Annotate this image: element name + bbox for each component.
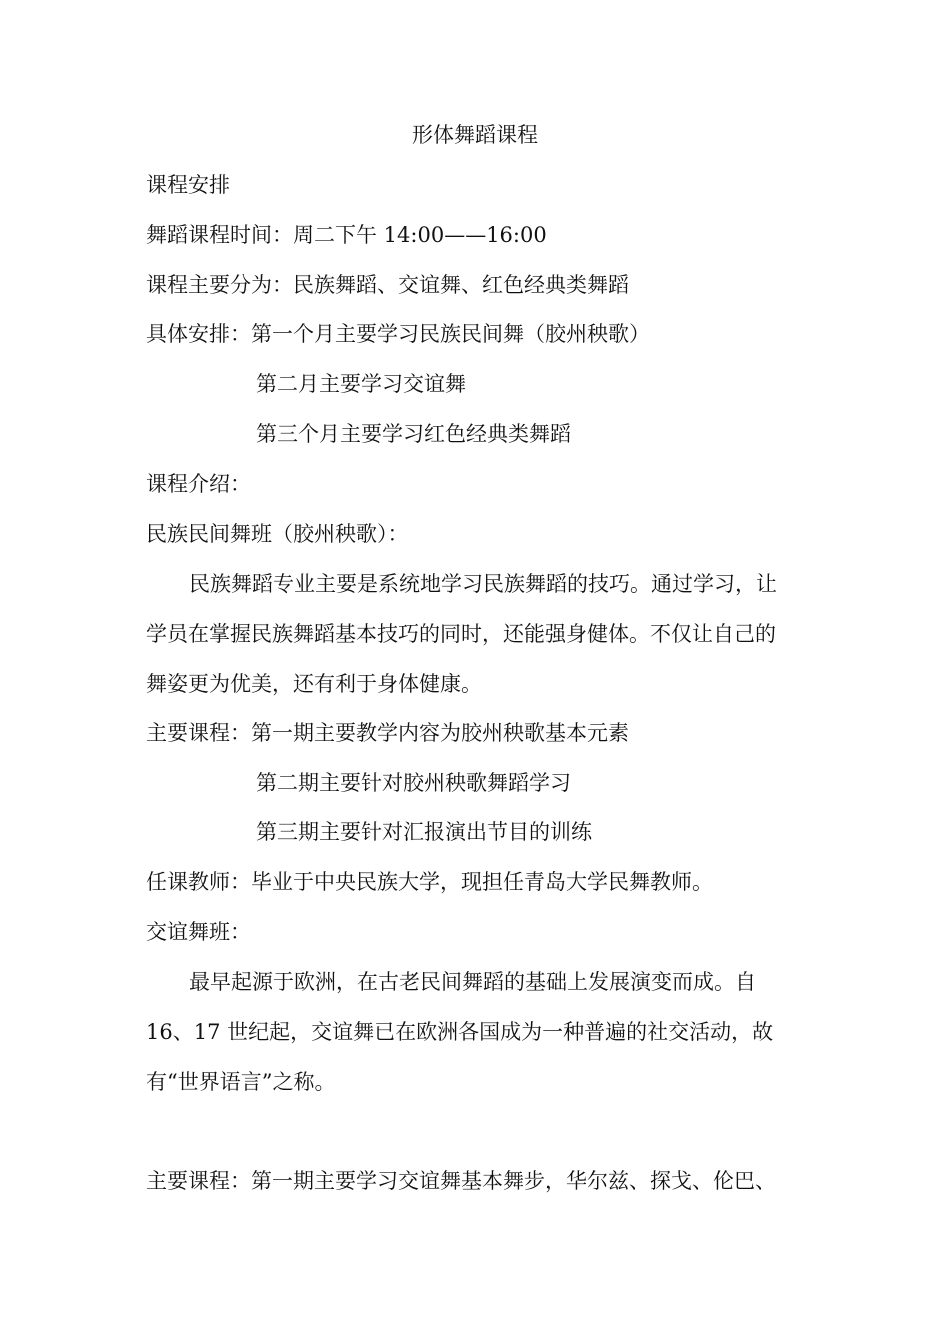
folk-course-1: 主要课程：第一期主要教学内容为胶州秧歌基本元素 [146,721,629,745]
schedule-month-1: 具体安排：第一个月主要学习民族民间舞（胶州秧歌） [146,322,650,346]
document-title: 形体舞蹈课程 [412,123,538,147]
schedule-month-3: 第三个月主要学习红色经典类舞蹈 [256,422,571,446]
ballroom-paragraph-line-3: 有“世界语言”之称。 [146,1070,336,1094]
folk-class-heading: 民族民间舞班（胶州秧歌）： [146,522,409,546]
folk-paragraph-line-3: 舞姿更为优美，还有利于身体健康。 [146,672,482,696]
schedule-time: 舞蹈课程时间：周二下午 14:00——16:00 [146,223,547,247]
ballroom-class-heading: 交谊舞班： [146,920,251,944]
folk-teacher: 任课教师：毕业于中央民族大学，现担任青岛大学民舞教师。 [146,870,713,894]
folk-course-2: 第二期主要针对胶州秧歌舞蹈学习 [256,771,571,795]
schedule-categories: 课程主要分为：民族舞蹈、交谊舞、红色经典类舞蹈 [146,273,629,297]
ballroom-paragraph-line-2: 16、17 世纪起，交谊舞已在欧洲各国成为一种普遍的社交活动，故 [146,1020,774,1044]
ballroom-paragraph-line-1: 最早起源于欧洲，在古老民间舞蹈的基础上发展演变而成。自 [189,970,756,994]
ballroom-course-1: 主要课程：第一期主要学习交谊舞基本舞步，华尔兹、探戈、伦巴、 [146,1169,776,1193]
section-heading-schedule: 课程安排 [146,173,230,197]
folk-paragraph-line-1: 民族舞蹈专业主要是系统地学习民族舞蹈的技巧。通过学习，让 [189,572,777,596]
folk-paragraph-line-2: 学员在掌握民族舞蹈基本技巧的同时，还能强身健体。不仅让自己的 [146,622,776,646]
schedule-month-2: 第二月主要学习交谊舞 [256,372,466,396]
section-heading-intro: 课程介绍： [146,472,251,496]
folk-course-3: 第三期主要针对汇报演出节目的训练 [256,820,592,844]
